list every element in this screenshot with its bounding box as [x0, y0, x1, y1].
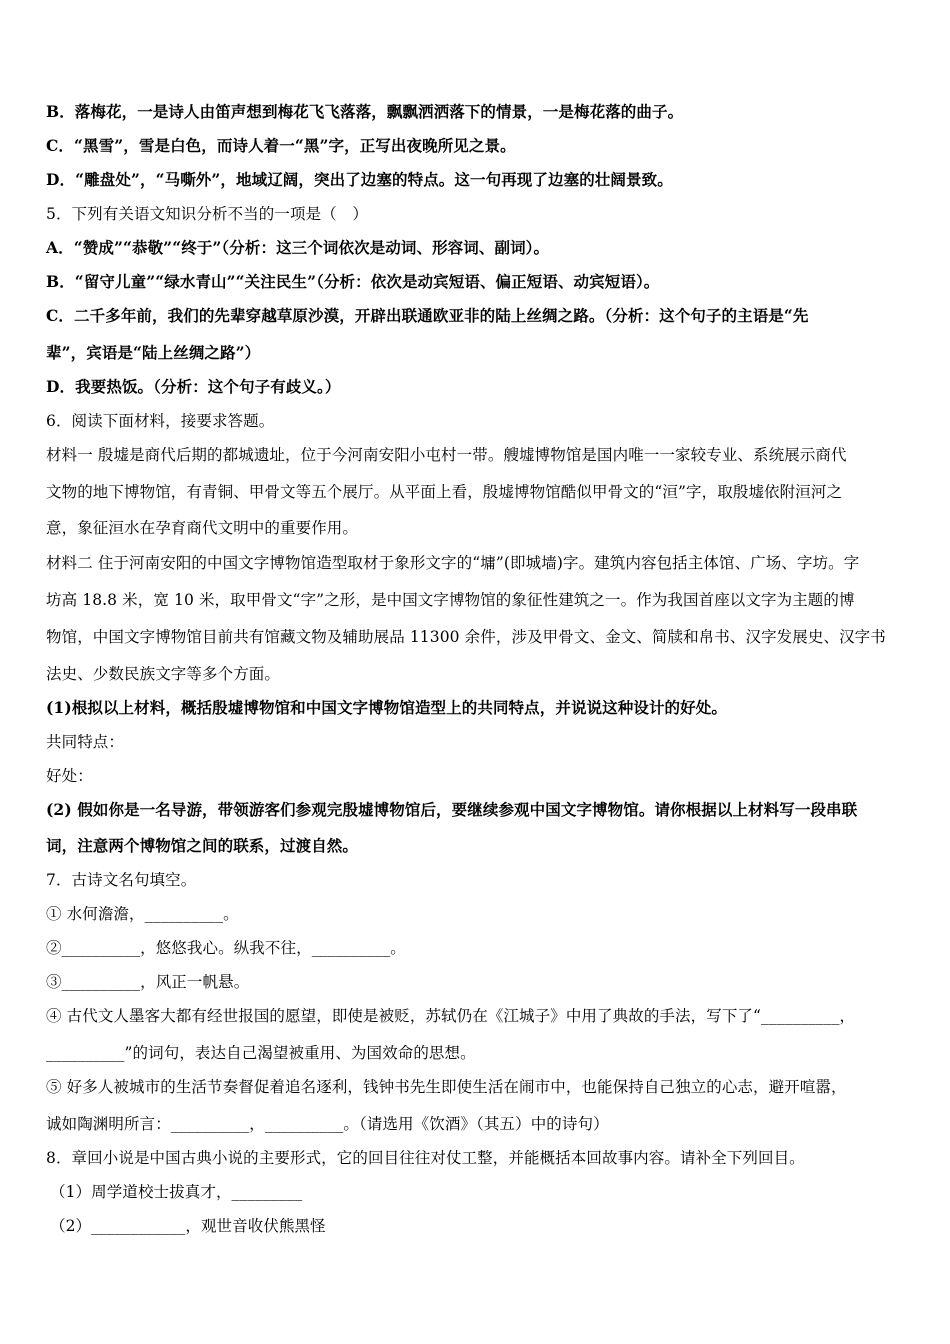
material-two-line1: 材料二 住于河南安阳的中国文字博物馆造型取材于象形文字的“墉”(即城墙)字。建筑内容包括主体馆、广场、字坊。字 [46, 554, 860, 572]
q6-stem: 6．阅读下面材料，接要求答题。 [46, 412, 275, 430]
q7-item2: ②__________，悠悠我心。纵我不往，__________。 [46, 939, 406, 957]
q4-option-d: D．“雕盘处”，“马嘶外”，地域辽阔，突出了边塞的特点。这一句再现了边塞的壮阔景致。 [46, 170, 673, 189]
q7-item4-line1: ④ 古代文人墨客大都有经世报国的愿望，即使是被贬，苏轼仍在《江城子》中用了典故的手法，写下了“__________， [46, 1007, 856, 1025]
q7-item5-line2: 诚如陶渊明所言：__________，__________。（请选用《饮酒》（其五）中的诗句） [46, 1115, 609, 1133]
q8-item1: （1）周学道校士拔真才，_________ [50, 1183, 303, 1201]
material-one-line2: 文物的地下博物馆，有青铜、甲骨文等五个展厅。从平面上看，殷墟博物馆酷似甲骨文的“洹”字，取殷墟依附洹河之 [46, 483, 843, 501]
q7-item3: ③__________，风正一帆悬。 [46, 973, 250, 991]
material-one-line1: 材料一 殷墟是商代后期的都城遗址，位于今河南安阳小屯村一带。艘墟博物馆是国内唯一一家较专业、系统展示商代 [46, 446, 847, 464]
q8-item2: （2）____________，观世音收伏熊黑怪 [50, 1217, 326, 1235]
q6-sub1: (1)根拟以上材料，概括殷墟博物馆和中国文字博物馆造型上的共同特点，并说说这种设计的好处。 [46, 698, 727, 717]
material-two-line3: 物馆，中国文字博物馆目前共有馆藏文物及辅助展品 11300 余件，涉及甲骨文、金文、简牍和帛书、汉字发展史、汉字书 [46, 628, 886, 646]
q8-stem: 8．章回小说是中国古典小说的主要形式，它的回目往往对仗工整，并能概括本回故事内容。请补全下列回目。 [46, 1149, 805, 1167]
q6-sub2-line2: 词，注意两个博物馆之间的联系，过渡自然。 [46, 836, 359, 855]
q4-option-c: C．“黑雪”，雪是白色，而诗人着一“黑”字，正写出夜晚所见之景。 [46, 136, 516, 155]
q6-sub2-line1: (2) 假如你是一名导游，带领游客们参观完殷墟博物馆后，要继续参观中国文字博物馆。请你根据以上材料写一段串联 [46, 800, 858, 819]
q5-option-b: B．“留守儿童”“绿水青山”“关注民生”（分析：依次是动宾短语、偏正短语、动宾短语）。 [46, 272, 660, 291]
q7-item1: ① 水何澹澹，__________。 [46, 905, 239, 923]
q7-stem: 7．古诗文名句填空。 [46, 871, 197, 889]
q5-option-c-line1: C．二千多年前，我们的先辈穿越草原沙漠，开辟出联通欧亚非的陆上丝绸之路。（分析：这个句子的主语是“先 [46, 306, 809, 325]
q5-option-a: A．“赞成”“恭敬”“终于”（分析：这三个词依次是动词、形容词、副词）。 [46, 238, 550, 257]
q5-option-d: D．我要热饭。（分析：这个句子有歧义。） [46, 377, 341, 396]
q5-stem: 5．下列有关语文知识分析不当的一项是（ ） [46, 205, 368, 223]
material-one-line3: 意，象征洹水在孕育商代文明中的重要作用。 [46, 519, 359, 537]
q4-option-b: B．落梅花，一是诗人由笛声想到梅花飞飞落落，飘飘洒洒落下的情景，一是梅花落的曲子。 [46, 102, 684, 121]
q5-option-c-line2: 辈”，宾语是“陆上丝绸之路”） [46, 343, 261, 362]
q6-common-feature-label: 共同特点： [46, 733, 125, 751]
material-two-line4: 法史、少数民族文字等多个方面。 [46, 665, 281, 683]
q6-benefit-label: 好处： [46, 767, 93, 785]
q7-item4-line2: __________”的词句，表达自己渴望被重用、为国效命的思想。 [46, 1044, 476, 1062]
q7-item5-line1: ⑤ 好多人被城市的生活节奏督促着追名逐利，钱钟书先生即使生活在闹市中，也能保持自己独立的心志，避开喧嚣， [46, 1078, 847, 1096]
material-two-line2: 坊高 18.8 米，宽 10 米，取甲骨文“字”之形，是中国文字博物馆的象征性建筑之一。作为我国首座以文字为主题的博 [46, 591, 855, 609]
